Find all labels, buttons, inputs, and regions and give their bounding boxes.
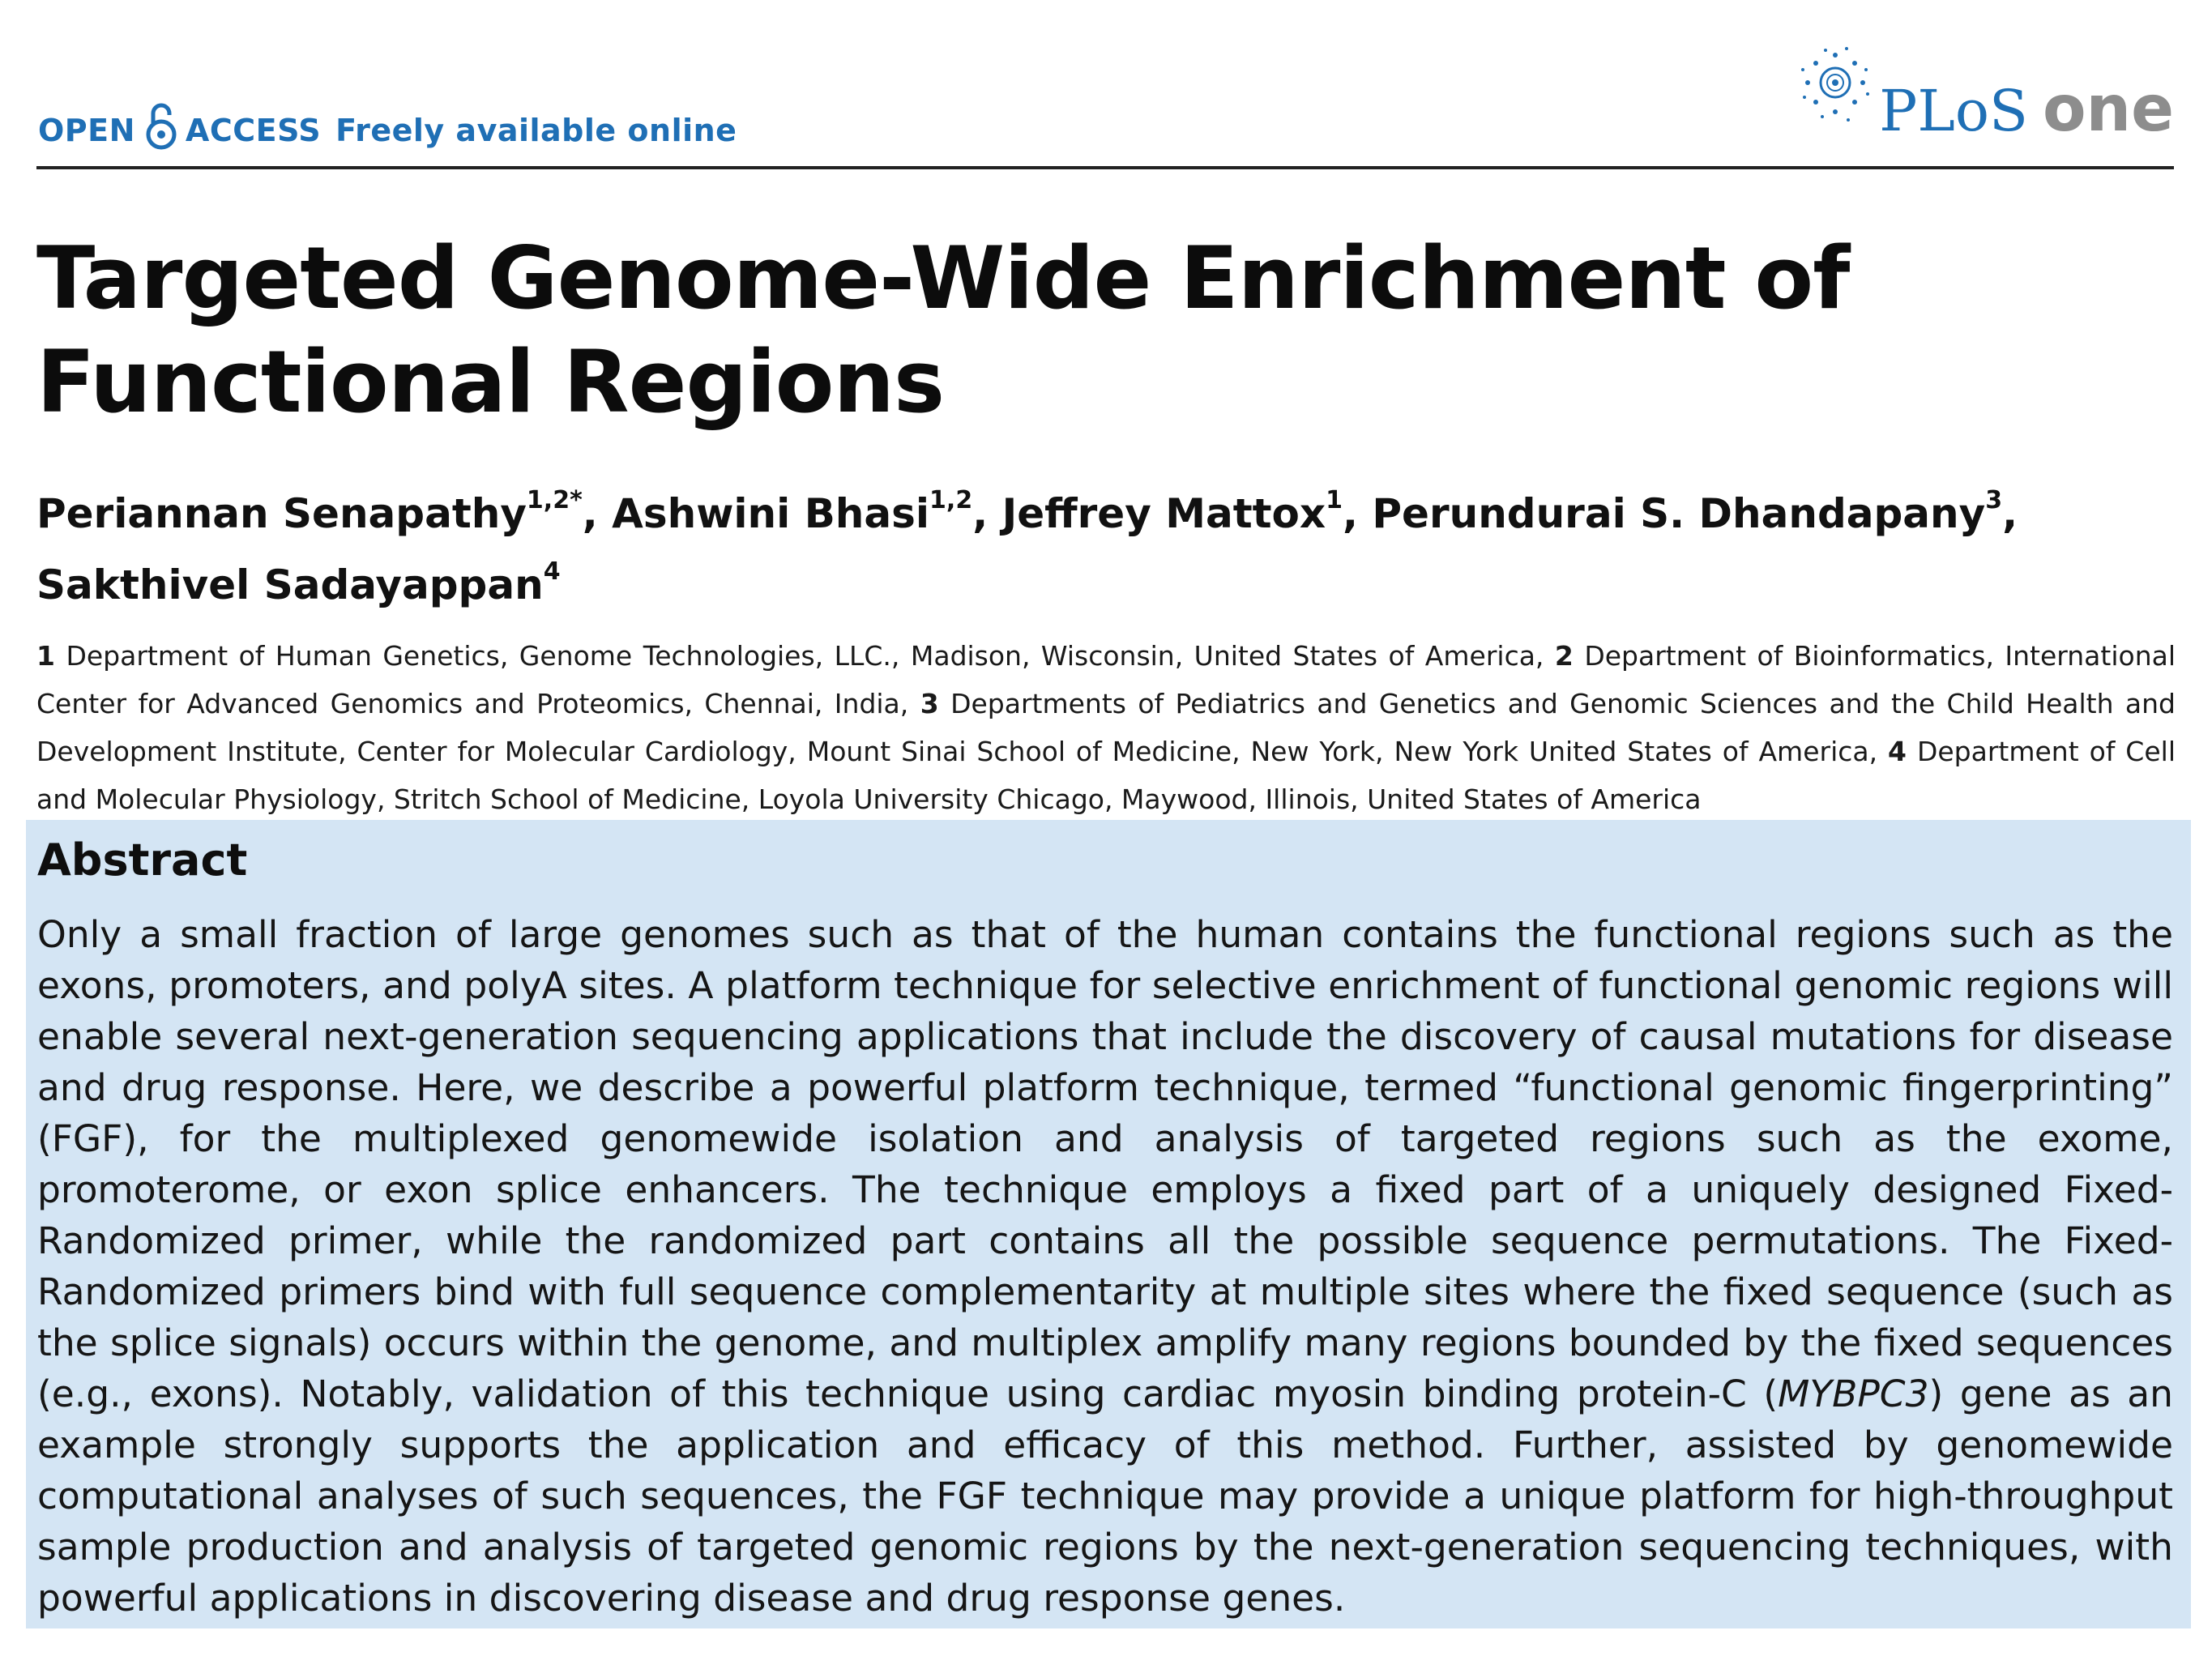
gene-name: MYBPC3 [1778, 1372, 1929, 1415]
affiliation-number: 3 [920, 688, 939, 719]
author-affiliation-marker: 1,2* [526, 486, 583, 515]
one-wordmark: one [2042, 73, 2174, 146]
author-separator: , [1342, 490, 1373, 537]
abstract-section [26, 820, 2191, 1628]
affiliation-text: Department of Bioinformatics, International Center for Advanced Genomics and Proteomics, Chennai, India, [36, 640, 2176, 719]
affiliation-list [36, 632, 2176, 823]
access-label: ACCESS [185, 113, 322, 148]
abstract-heading: Abstract [37, 834, 248, 886]
affiliation-number: 2 [1554, 640, 1574, 672]
author-name: Sakthivel Sadayappan [36, 561, 544, 608]
open-access-lock-icon [145, 100, 177, 151]
affiliation-number: 1 [36, 640, 55, 672]
journal-header [36, 49, 2174, 169]
author-affiliation-marker: 1 [1326, 486, 1343, 515]
author-affiliation-marker: 1,2 [929, 486, 973, 515]
abstract-text-part: Only a small fraction of large genomes such as that of the human contains the functional regions such as the exons, promoters, and polyA sites. A platform technique for selective enrichment of functional genomic regions will enable several next-generation sequencing applications that include the discovery of causal mutations for disease and drug response. Here, we describe a powerful platform technique, termed “functional genomic fingerprinting” (FGF), for the multiplexed genomewide isolation and analysis of targeted regions such as the exome, promoterome, or exon splice enhancers. The technique employs a fixed part of a uniquely designed Fixed-Randomized primer, while the randomized part contains all the possible sequence permutations. The Fixed-Randomized primers bind with full sequence complementarity at multiple sites where the fixed sequence (such as the splice signals) occurs within the genome, and multiplex amplify many regions bounded by the fixed sequences (e.g., exons). Notably, validation of this technique using cardiac myosin binding protein-C ( [37, 913, 2173, 1415]
author-name: Periannan Senapathy [36, 490, 527, 537]
open-access-badge [38, 105, 737, 156]
plos-wordmark: PLoS [1879, 78, 2028, 144]
open-label: OPEN [38, 113, 135, 148]
author-separator: , [2002, 490, 2018, 537]
author-name: Jeffrey Mattox [1001, 490, 1326, 537]
author-name: Perundurai S. Dhandapany [1372, 490, 1986, 537]
author-affiliation-marker: 4 [543, 557, 561, 587]
author-name: Ashwini Bhasi [612, 490, 930, 537]
freely-available-label: Freely available online [335, 113, 737, 148]
affiliation-text: Department of Human Genetics, Genome Technologies, LLC., Madison, Wisconsin, United States of America, [66, 640, 1544, 672]
plos-one-logo [1798, 49, 2174, 146]
abstract-text-part: ) gene as an example strongly supports the application and efficacy of this method. Further, assisted by genomewide computational analyses of such sequences, the FGF technique may provide a unique platform for high-throughput sample production and analysis of targeted genomic regions by the next-generation sequencing techniques, with powerful applications in discovering disease and drug response genes. [37, 1372, 2173, 1620]
author-separator: , [972, 490, 1002, 537]
article-title: Targeted Genome-Wide Enrichment of Functional Regions [36, 228, 1850, 432]
affiliation-text: Department of Cell and Molecular Physiology, Stritch School of Medicine, Loyola University Chicago, Maywood, Illinois, United States of America [36, 736, 2176, 815]
affiliation-number: 4 [1888, 736, 1907, 767]
author-affiliation-marker: 3 [1985, 486, 2003, 515]
affiliation-text: Departments of Pediatrics and Genetics and Genomic Sciences and the Child Health and Development Institute, Center for Molecular Cardiology, Mount Sinai School of Medicine, New York, New York United States of America, [36, 688, 2176, 767]
author-separator: , [582, 490, 613, 537]
plos-burst-icon [1798, 45, 1873, 126]
abstract-text [37, 909, 2173, 1624]
author-list [36, 478, 2176, 621]
